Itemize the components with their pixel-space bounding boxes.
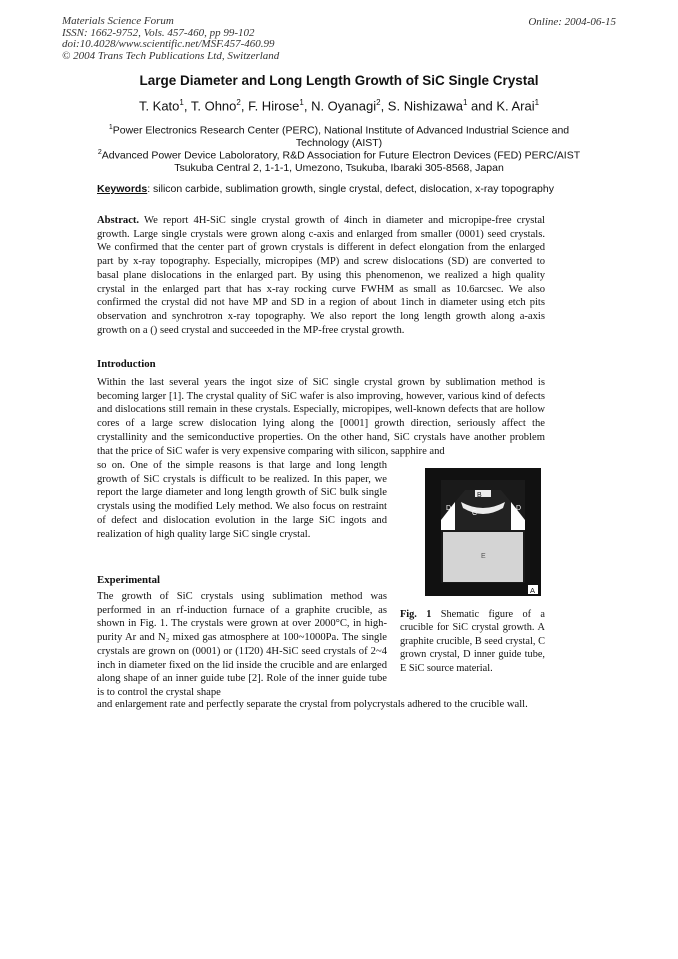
author-name: K. Arai: [496, 98, 535, 114]
affiliation-1: [96, 122, 582, 149]
keywords-label: Keywords: [97, 183, 148, 195]
affiliation-2-sup: 2: [97, 149, 102, 156]
affiliation-2-text: Advanced Power Device Laboloratory, R&D Association for Future Electron Devices (FED) PERC/AIST Tsukuba Central 2, 1-1-1, Umezono, Tsukuba, Ibaraki 305-8568, Japan: [101, 149, 581, 174]
keywords-text: : silicon carbide, sublimation growth, single crystal, defect, dislocation, x-ray topography: [147, 183, 554, 195]
label-a: A: [530, 586, 536, 595]
journal-copyright: © 2004 Trans Tech Publications Ltd, Switzerland: [62, 49, 280, 62]
figure-caption-text: Shematic figure of a crucible for SiC crystal growth. A graphite crucible, B seed crystal, C grown crystal, D inner guide tube, E SiC source material.: [400, 609, 545, 674]
label-d-right: D: [516, 505, 522, 512]
label-b: B: [477, 492, 482, 499]
abstract-label: Abstract.: [97, 215, 140, 226]
affiliation-1-sup: 1: [108, 124, 113, 131]
author-affiliation-sup: 1: [534, 98, 540, 107]
journal-name: Materials Science Forum: [62, 15, 174, 27]
introduction-heading: Introduction: [97, 358, 156, 370]
author-affiliation-sup: 1: [462, 98, 468, 107]
experimental-paragraph-1: The growth of SiC crystals using sublimation method was performed in an rf-induction furnace of a graphite crucible, as shown in Fig. 1. The crystals were grown at over 2000°C, in high-purity Ar and N₂ mixed gas atmosphere at 100~1000Pa. The single crystals are grown on (0001) or (11̄20) 4H-SiC seed crystals of 2~4 inch in diameter fixed on the lid inside the crucible and are enlarged along shape of an inner guide tube [2]. Role of the inner guide tube is to control the crystal shape: [97, 591, 387, 698]
author-name: T. Kato: [138, 98, 180, 114]
label-c: C: [472, 510, 478, 517]
author-affiliation-sup: 2: [376, 98, 381, 107]
author-name: S. Nishizawa: [387, 98, 463, 114]
journal-issn: ISSN: 1662-9752, Vols. 457-460, pp 99-102: [62, 26, 255, 39]
figure-caption-label: Fig. 1: [400, 609, 432, 620]
journal-doi[interactable]: doi:10.4028/www.scientific.net/MSF.457-460.99: [62, 38, 275, 50]
author-affiliation-sup: 1: [179, 98, 184, 107]
abstract-text: We report 4H-SiC single crystal growth of 4inch in diameter and micropipe-free crystal growth. Large single crystals were grown along c-axis and enlarged from smaller (0001) seed crystals. We confirmed that the center part of grown crystals is different in defect elongation from the enlarged part by x-ray topography. Especially, micropipes (MP) and screw dislocations (SD) are converted to basal plane dislocations in the enlarged part. By using this phenomenon, we realized a high quality crystal in the enlarged part that has x-ray rocking curve FWHM as small as 10.6arcsec. We also confirmed the crystal did not have MP and SD in a region of about 1inch in diameter using etch pits observation and synchrotron x-ray topography. We also report the long length growth along a-axis growth on a () seed crystal and succeeded in the MP-free crystal growth.: [97, 215, 545, 336]
author-affiliation-sup: 2: [236, 98, 241, 107]
introduction-paragraph-2: so on. One of the simple reasons is that large and long length growth of SiC crystals is difficult to be realized. In this paper, we report the large diameter and long length growth of SiC bulk single crystals using the modified Lely method. We also focus on restraint of defect and dislocation evolution in the large SiC ingots and realization of high quality large SiC single crystal.: [97, 460, 387, 540]
author-name: N. Oyanagi: [311, 98, 377, 114]
figure-caption: [400, 608, 545, 675]
journal-info: [62, 16, 279, 62]
paper-title: Large Diameter and Long Length Growth of SiC Single Crystal: [139, 73, 539, 88]
label-e: E: [481, 553, 486, 560]
online-date: Online: 2004-06-15: [528, 16, 616, 28]
abstract: [97, 214, 545, 337]
affiliation-2: [96, 147, 582, 174]
experimental-heading: Experimental: [97, 574, 160, 586]
author-name: F. Hirose: [248, 98, 300, 114]
keywords: [97, 183, 554, 195]
introduction-paragraph-1: Within the last several years the ingot size of SiC single crystal grown by sublimation method is becoming larger [1]. The crystal quality of SiC wafer is also improving, however, various kind of defects and dislocations still remain in these crystals. Especially, micropipes, well-known defects that are hollow cores of a large screw dislocation lying along the [0001] growth direction, seriously affect the crystallinity and the semiconductive properties. On the other hand, SiC crystals have another problem that the price of SiC wafer is very expensive comparing with silicon, sapphire and: [97, 377, 545, 457]
experimental-paragraph-2: and enlargement rate and perfectly separate the crystal from polycrystals adhered to the crucible wall.: [97, 699, 528, 710]
author-affiliation-sup: 1: [299, 98, 304, 107]
author-name: T. Ohno: [190, 98, 237, 114]
author-list: T. Kato$^1$, T. Ohno$^2$, F. Hirose$^1$, N. Oyanagi$^2$, S. Nishizawa$^1$ and K. Arai$^1$: [138, 98, 540, 114]
affiliation-1-text: Power Electronics Research Center (PERC), National Institute of Advanced Industrial Science and Technology (AIST): [112, 124, 570, 149]
label-d-left: D: [446, 505, 452, 512]
crucible-figure: [425, 468, 541, 596]
